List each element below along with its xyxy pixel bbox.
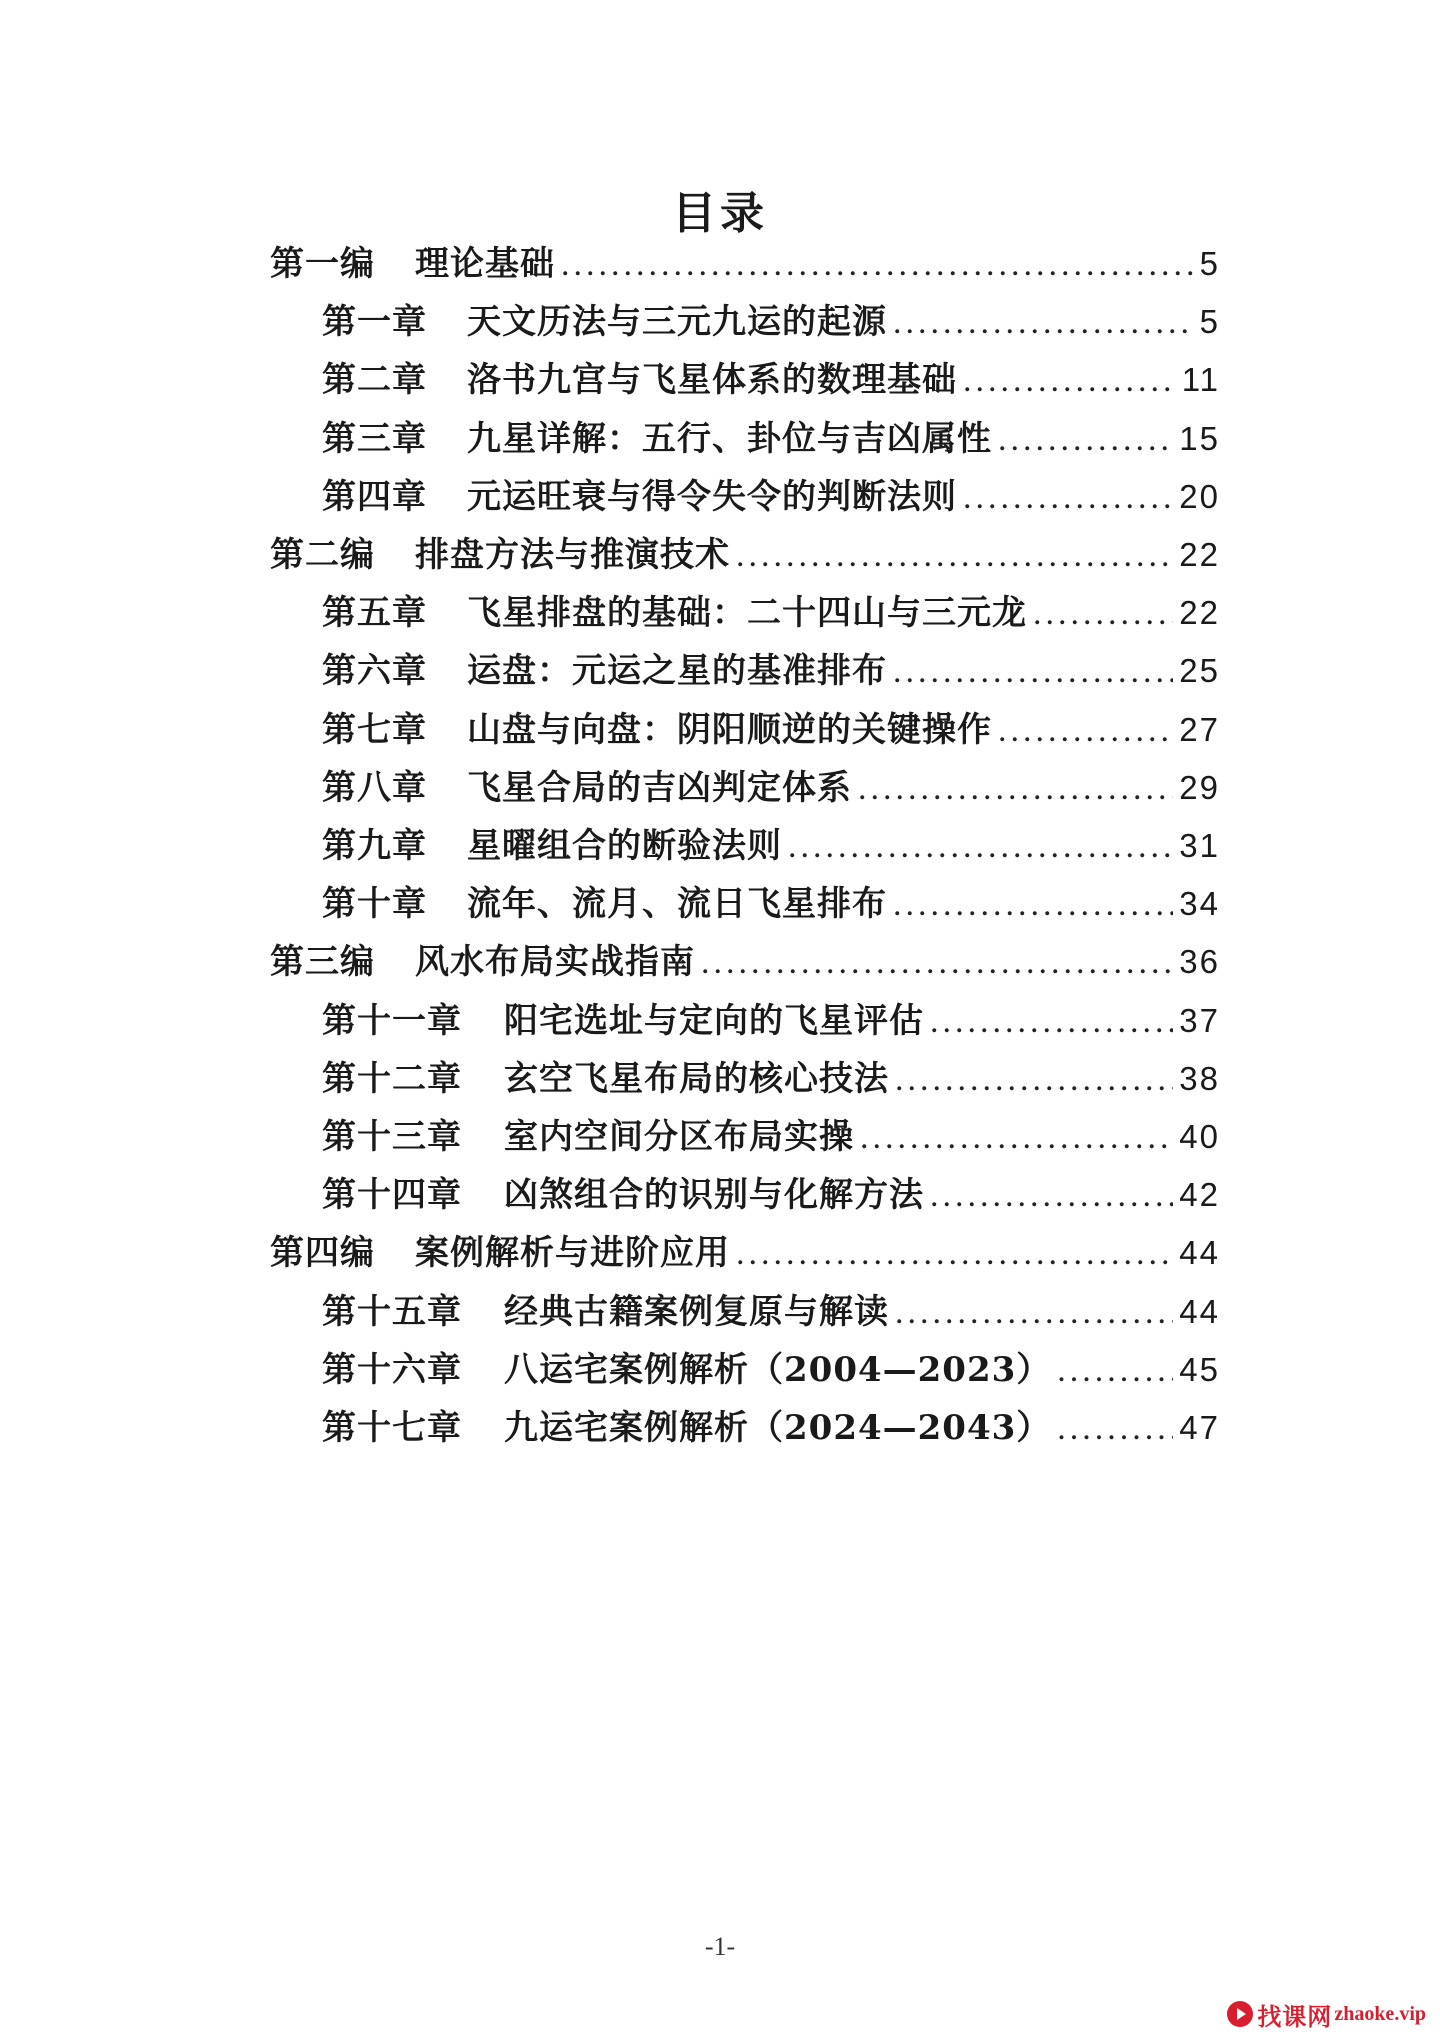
toc-entry-title: 凶煞组合的识别与化解方法: [504, 1175, 924, 1216]
toc-entry-page: 20: [1179, 477, 1220, 515]
toc-dot-leader: [1057, 1341, 1173, 1401]
toc-chapter-row: [322, 1107, 1220, 1167]
toc-entry-title: 洛书九宫与飞星体系的数理基础: [467, 360, 957, 401]
toc-entry-title: 经典古籍案例复原与解读: [504, 1291, 889, 1332]
toc-dot-leader: [895, 1050, 1173, 1110]
watermark-domain: zhaoke.vip: [1334, 2002, 1426, 2025]
toc-entry-title: 山盘与向盘：阴阳顺逆的关键操作: [467, 709, 992, 750]
toc-entry-number: 第十一章: [322, 1000, 462, 1041]
toc-entry-number: 第十六章: [322, 1349, 462, 1390]
toc-chapter-row: [322, 1398, 1220, 1458]
toc-dot-leader: [963, 351, 1176, 411]
toc-entry-number: 第五章: [322, 593, 427, 634]
toc-entry-title: 飞星排盘的基础：二十四山与三元龙: [467, 593, 1027, 634]
toc-entry-page: 5: [1199, 303, 1220, 341]
toc-dot-leader: [930, 992, 1173, 1052]
toc-entry-number: 第二章: [322, 360, 427, 401]
toc-entry-title: 天文历法与三元九运的起源: [467, 302, 887, 343]
watermark-text: 找课网: [1257, 2002, 1333, 2031]
toc-entry-page: 44: [1179, 1292, 1220, 1330]
toc-part-row: [270, 234, 1220, 294]
toc-entry-page: 29: [1179, 768, 1220, 806]
toc-entry-number: 第八章: [322, 767, 427, 808]
toc-dot-leader: [893, 875, 1173, 935]
toc-entry-page: 27: [1179, 710, 1220, 748]
toc-chapter-row: [322, 816, 1220, 876]
toc-entry-title: 九星详解：五行、卦位与吉凶属性: [467, 418, 992, 459]
toc-chapter-row: [322, 874, 1220, 934]
play-circle-icon: [1227, 2001, 1253, 2027]
toc-chapter-row: [322, 1049, 1220, 1109]
toc-entry-title: 理论基础: [415, 244, 555, 284]
toc-entry-title: 室内空间分区布局实操: [504, 1117, 854, 1157]
toc-entry-number: 第一章: [322, 302, 427, 343]
toc-dot-leader: [701, 933, 1173, 993]
toc-entry-page: 11: [1181, 361, 1220, 399]
toc-entry-number: 第六章: [322, 651, 427, 692]
toc-entry-number: 第一编: [270, 244, 375, 284]
toc-entry-number: 第七章: [322, 709, 427, 750]
toc-chapter-row: [322, 292, 1220, 352]
toc-entry-page: 42: [1179, 1176, 1220, 1214]
toc-dot-leader: [860, 1108, 1173, 1168]
toc-dot-leader: [858, 759, 1173, 819]
toc-entry-title: 案例解析与进阶应用: [415, 1233, 730, 1274]
toc-entry-page: 38: [1179, 1059, 1220, 1097]
toc-chapter-row: [322, 641, 1220, 701]
toc-entry-number: 第九章: [322, 826, 427, 866]
toc-part-row: [270, 932, 1220, 992]
toc-chapter-row: [322, 700, 1220, 760]
toc-entry-title: 玄空飞星布局的核心技法: [504, 1058, 889, 1099]
toc-chapter-row: [322, 467, 1220, 527]
toc-entry-page: 25: [1179, 652, 1220, 690]
toc-dot-leader: [1057, 1399, 1173, 1459]
toc-entry-number: 第十二章: [322, 1058, 462, 1099]
toc-chapter-row: [322, 1340, 1220, 1400]
toc-dot-leader: [893, 293, 1194, 353]
toc-dot-leader: [998, 701, 1173, 761]
watermark-logo: [1227, 1996, 1426, 2032]
toc-chapter-row: [322, 758, 1220, 818]
toc-entry-number: 第十五章: [322, 1291, 462, 1332]
toc-entry-title: 风水布局实战指南: [415, 942, 695, 983]
toc-entry-page: 44: [1179, 1234, 1220, 1272]
page-number: -1-: [704, 1932, 736, 1961]
toc-entry-page: 5: [1199, 245, 1220, 282]
toc-entry-page: 45: [1179, 1350, 1220, 1388]
toc-chapter-row: [322, 350, 1220, 410]
toc-chapter-row: [322, 583, 1220, 643]
toc-entry-title: 排盘方法与推演技术: [415, 535, 730, 575]
toc-entry-title: 飞星合局的吉凶判定体系: [467, 767, 852, 808]
toc-entry-page: 22: [1179, 536, 1220, 573]
toc-dot-leader: [736, 526, 1173, 586]
toc-entry-title: 元运旺衰与得令失令的判断法则: [467, 476, 957, 517]
toc-entry-number: 第四章: [322, 476, 427, 517]
toc-dot-leader: [930, 1166, 1173, 1226]
toc-part-row: [270, 525, 1220, 585]
toc-entry-number: 第三编: [270, 942, 375, 983]
toc-dot-leader: [895, 1283, 1173, 1343]
toc-dot-leader: [893, 642, 1173, 702]
toc-dot-leader: [963, 468, 1173, 528]
toc-entry-number: 第二编: [270, 535, 375, 575]
toc-entry-title: 星曜组合的断验法则: [467, 826, 782, 866]
toc-chapter-row: [322, 1282, 1220, 1342]
toc-chapter-row: [322, 991, 1220, 1051]
toc-entry-page: 22: [1179, 594, 1220, 632]
toc-entry-title: 运盘：元运之星的基准排布: [467, 651, 887, 692]
toc-entry-page: 47: [1179, 1409, 1220, 1446]
toc-entry-page: 40: [1179, 1118, 1220, 1155]
toc-entry-title: 流年、流月、流日飞星排布: [467, 884, 887, 925]
page-title: 目录: [672, 188, 768, 239]
toc-dot-leader: [561, 235, 1194, 295]
toc-entry-page: 34: [1179, 885, 1220, 923]
toc-entry-title: 九运宅案例解析（2024—2043）: [504, 1408, 1052, 1448]
toc-entry-page: 37: [1179, 1001, 1220, 1039]
toc-entry-number: 第四编: [270, 1233, 375, 1274]
toc-entry-title: 阳宅选址与定向的飞星评估: [504, 1000, 924, 1041]
toc-dot-leader: [998, 410, 1173, 470]
toc-entry-number: 第十章: [322, 884, 427, 925]
toc-dot-leader: [1033, 584, 1173, 644]
toc-chapter-row: [322, 1165, 1220, 1225]
toc-entry-title: 八运宅案例解析（2004—2023）: [504, 1349, 1052, 1390]
toc-entry-page: 31: [1179, 827, 1220, 864]
toc-dot-leader: [788, 817, 1173, 877]
toc-entry-number: 第十三章: [322, 1117, 462, 1157]
toc-dot-leader: [736, 1224, 1173, 1284]
toc-entry-page: 36: [1179, 943, 1220, 981]
toc-part-row: [270, 1223, 1220, 1283]
toc-entry-page: 15: [1179, 419, 1220, 457]
toc-chapter-row: [322, 409, 1220, 469]
toc-entry-number: 第三章: [322, 418, 427, 459]
toc-entry-number: 第十四章: [322, 1175, 462, 1216]
toc-entry-number: 第十七章: [322, 1408, 462, 1448]
